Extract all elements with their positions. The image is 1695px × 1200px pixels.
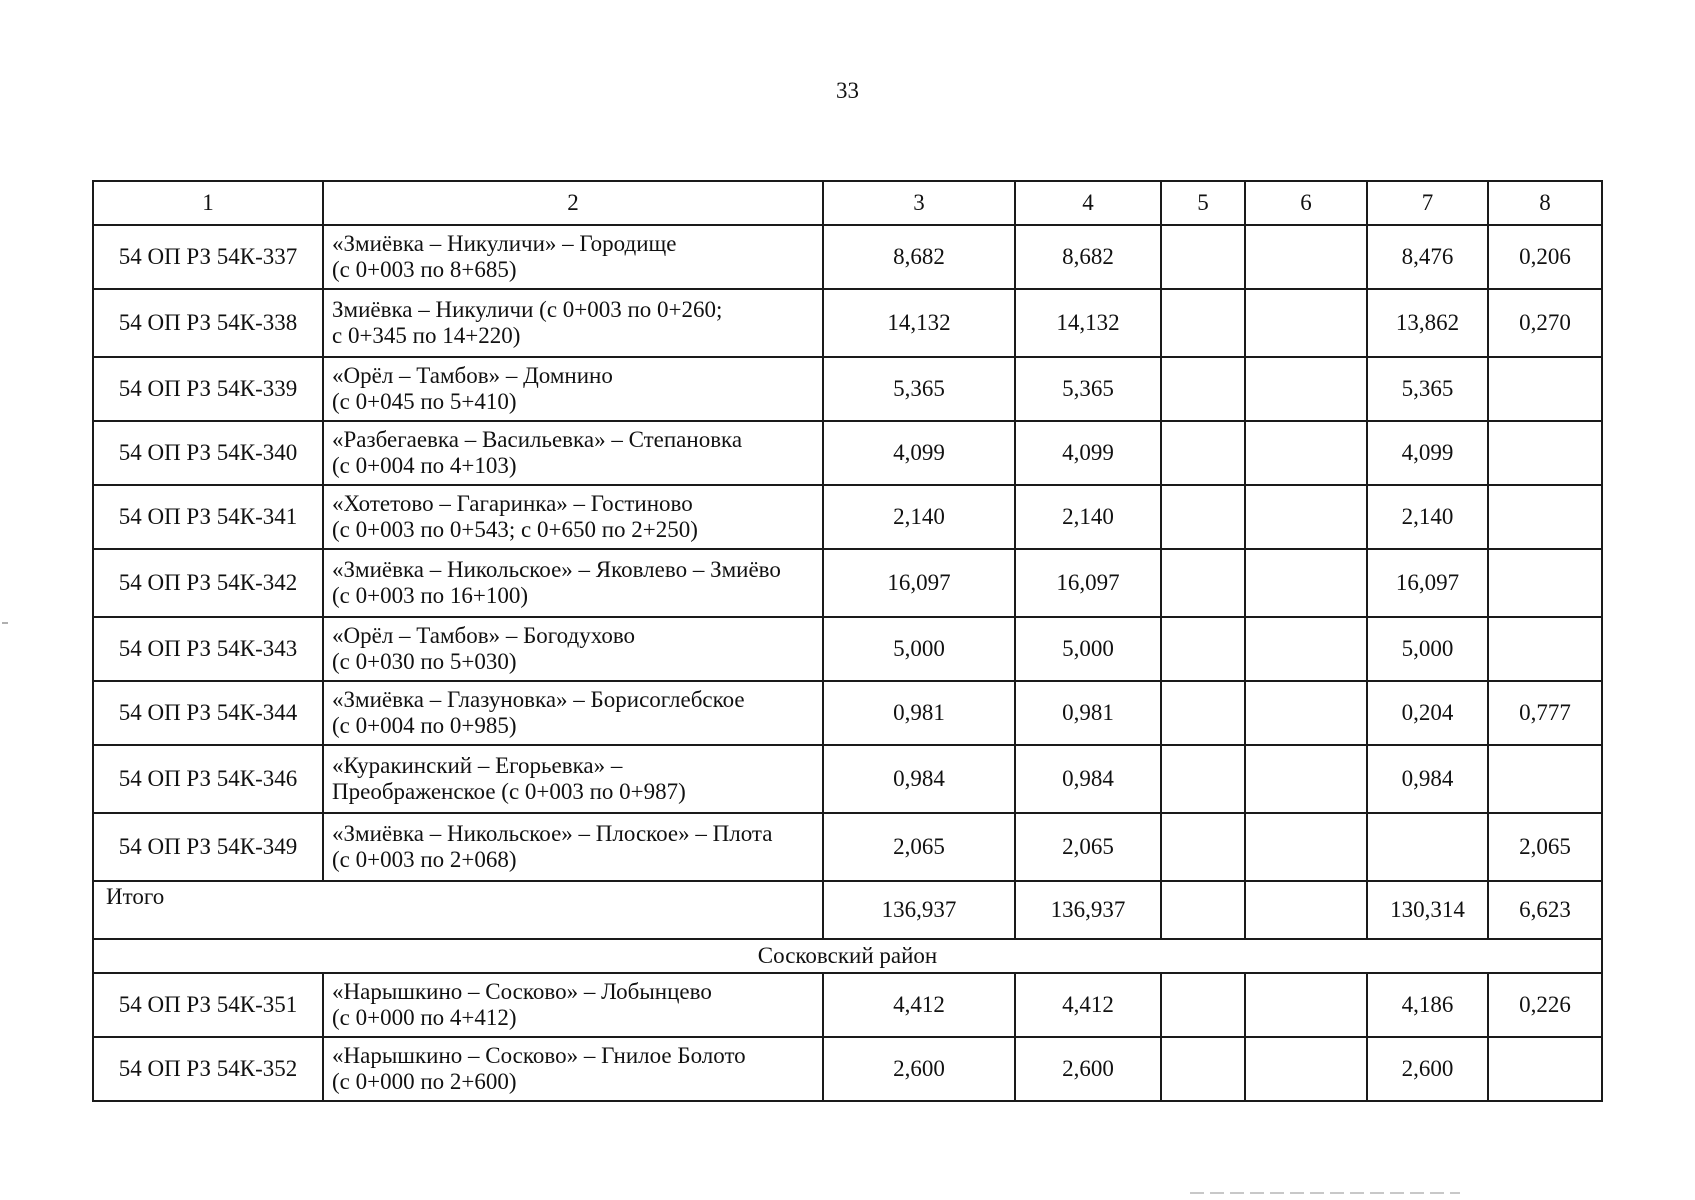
value-cell (1245, 813, 1367, 881)
road-name-cell (323, 357, 823, 421)
table-row (93, 813, 1602, 881)
value-cell: 16,097 (823, 549, 1015, 617)
value-cell (1245, 681, 1367, 745)
value-cell: 0,984 (823, 745, 1015, 813)
road-name-line: «Разбегаевка – Васильевка» – Степановка (332, 427, 743, 452)
road-name-cell (323, 549, 823, 617)
value-cell: 0,777 (1488, 681, 1602, 745)
table-row (93, 357, 1602, 421)
value-cell: 0,981 (823, 681, 1015, 745)
road-name-line: «Нарышкино – Сосково» – Гнилое Болото (332, 1043, 746, 1068)
value-cell: 2,065 (823, 813, 1015, 881)
road-name-cell (323, 485, 823, 549)
road-name-line: «Нарышкино – Сосково» – Лобынцево (332, 979, 712, 1004)
value-cell: 5,000 (823, 617, 1015, 681)
road-name-cell (323, 617, 823, 681)
value-cell: 4,099 (1367, 421, 1488, 485)
value-cell: 4,186 (1367, 973, 1488, 1037)
road-name-line: «Орёл – Тамбов» – Домнино (332, 363, 613, 388)
column-header: 3 (823, 181, 1015, 225)
value-cell (1488, 745, 1602, 813)
road-name-cell (323, 681, 823, 745)
total-value-cell: 130,314 (1367, 881, 1488, 939)
value-cell: 14,132 (823, 289, 1015, 357)
road-name-cell (323, 973, 823, 1037)
value-cell (1161, 225, 1245, 289)
road-name-line: «Хотетово – Гагаринка» – Гостиново (332, 491, 693, 516)
value-cell (1245, 617, 1367, 681)
table-row (93, 289, 1602, 357)
value-cell (1245, 421, 1367, 485)
value-cell: 0,204 (1367, 681, 1488, 745)
road-code-cell: 54 ОП РЗ 54К-337 (93, 225, 323, 289)
road-code-cell: 54 ОП РЗ 54К-340 (93, 421, 323, 485)
table-row (93, 1037, 1602, 1101)
value-cell: 0,206 (1488, 225, 1602, 289)
road-name-line: «Змиёвка – Никольское» – Плоское» – Плота (332, 821, 773, 846)
column-header: 4 (1015, 181, 1161, 225)
road-name-line: «Куракинский – Егорьевка» – (332, 753, 623, 778)
value-cell (1245, 1037, 1367, 1101)
value-cell (1488, 485, 1602, 549)
value-cell: 16,097 (1015, 549, 1161, 617)
road-name-line: (с 0+004 по 4+103) (332, 453, 517, 478)
road-name-line: «Змиёвка – Никольское» – Яковлево – Змиёво (332, 557, 781, 582)
value-cell: 5,365 (1367, 357, 1488, 421)
value-cell (1161, 617, 1245, 681)
total-row (93, 881, 1602, 939)
value-cell: 2,065 (1488, 813, 1602, 881)
road-name-line: (с 0+000 по 2+600) (332, 1069, 517, 1094)
road-name-line: (с 0+003 по 2+068) (332, 847, 517, 872)
page-number: 33 (836, 78, 859, 103)
value-cell: 8,682 (823, 225, 1015, 289)
road-name-line: (с 0+003 по 0+543; с 0+650 по 2+250) (332, 517, 698, 542)
column-header: 6 (1245, 181, 1367, 225)
value-cell: 5,365 (823, 357, 1015, 421)
value-cell: 8,682 (1015, 225, 1161, 289)
road-code-cell: 54 ОП РЗ 54К-338 (93, 289, 323, 357)
road-name-cell (323, 421, 823, 485)
road-name-line: «Змиёвка – Глазуновка» – Борисоглебское (332, 687, 745, 712)
road-name-cell (323, 813, 823, 881)
value-cell: 0,270 (1488, 289, 1602, 357)
road-name-cell (323, 225, 823, 289)
column-number-row (93, 181, 1602, 225)
column-header: 7 (1367, 181, 1488, 225)
column-header: 2 (323, 181, 823, 225)
table-row (93, 617, 1602, 681)
road-code-cell: 54 ОП РЗ 54К-343 (93, 617, 323, 681)
road-code-cell: 54 ОП РЗ 54К-346 (93, 745, 323, 813)
value-cell: 4,412 (823, 973, 1015, 1037)
column-header: 1 (93, 181, 323, 225)
value-cell: 5,000 (1015, 617, 1161, 681)
value-cell (1488, 421, 1602, 485)
table-row (93, 745, 1602, 813)
value-cell (1245, 289, 1367, 357)
value-cell (1161, 745, 1245, 813)
value-cell: 13,862 (1367, 289, 1488, 357)
value-cell: 0,984 (1367, 745, 1488, 813)
scan-artifact (1190, 1192, 1460, 1194)
value-cell: 0,981 (1015, 681, 1161, 745)
value-cell: 2,600 (1367, 1037, 1488, 1101)
road-code-cell: 54 ОП РЗ 54К-341 (93, 485, 323, 549)
value-cell (1161, 289, 1245, 357)
road-name-line: «Змиёвка – Никуличи» – Городище (332, 231, 677, 256)
road-name-line: (с 0+003 по 16+100) (332, 583, 529, 608)
value-cell: 2,600 (823, 1037, 1015, 1101)
road-name-line: (с 0+030 по 5+030) (332, 649, 517, 674)
value-cell (1488, 549, 1602, 617)
road-code-cell: 54 ОП РЗ 54К-344 (93, 681, 323, 745)
table-row (93, 549, 1602, 617)
total-value-cell: 136,937 (1015, 881, 1161, 939)
value-cell (1161, 549, 1245, 617)
total-value-cell (1245, 881, 1367, 939)
road-code-cell: 54 ОП РЗ 54К-349 (93, 813, 323, 881)
value-cell: 2,600 (1015, 1037, 1161, 1101)
road-name-line: (с 0+045 по 5+410) (332, 389, 517, 414)
road-name-line: «Орёл – Тамбов» – Богодухово (332, 623, 636, 648)
value-cell (1245, 357, 1367, 421)
road-name-cell (323, 745, 823, 813)
value-cell (1245, 745, 1367, 813)
value-cell: 8,476 (1367, 225, 1488, 289)
value-cell: 4,412 (1015, 973, 1161, 1037)
table-row (93, 485, 1602, 549)
value-cell (1161, 681, 1245, 745)
road-name-line: (с 0+004 по 0+985) (332, 713, 517, 738)
column-header: 8 (1488, 181, 1602, 225)
value-cell (1488, 617, 1602, 681)
value-cell (1367, 813, 1488, 881)
value-cell: 4,099 (823, 421, 1015, 485)
value-cell: 2,065 (1015, 813, 1161, 881)
total-value-cell: 136,937 (823, 881, 1015, 939)
road-name-line: Преображенское (с 0+003 по 0+987) (332, 779, 686, 804)
total-value-cell (1161, 881, 1245, 939)
value-cell: 4,099 (1015, 421, 1161, 485)
table-row (93, 421, 1602, 485)
scan-artifact (2, 622, 8, 624)
value-cell: 14,132 (1015, 289, 1161, 357)
value-cell (1161, 1037, 1245, 1101)
value-cell: 0,984 (1015, 745, 1161, 813)
total-label: Итого (93, 881, 823, 939)
value-cell (1488, 1037, 1602, 1101)
road-name-line: (с 0+000 по 4+412) (332, 1005, 517, 1030)
value-cell: 2,140 (823, 485, 1015, 549)
value-cell (1161, 357, 1245, 421)
road-name-cell (323, 289, 823, 357)
value-cell (1245, 973, 1367, 1037)
value-cell: 2,140 (1367, 485, 1488, 549)
road-code-cell: 54 ОП РЗ 54К-342 (93, 549, 323, 617)
value-cell: 16,097 (1367, 549, 1488, 617)
value-cell (1161, 485, 1245, 549)
value-cell: 5,000 (1367, 617, 1488, 681)
table-row (93, 973, 1602, 1037)
road-name-cell (323, 1037, 823, 1101)
value-cell (1245, 485, 1367, 549)
total-value-cell: 6,623 (1488, 881, 1602, 939)
value-cell (1161, 973, 1245, 1037)
district-heading-row (93, 939, 1602, 973)
value-cell: 2,140 (1015, 485, 1161, 549)
value-cell (1488, 357, 1602, 421)
road-code-cell: 54 ОП РЗ 54К-339 (93, 357, 323, 421)
value-cell (1245, 549, 1367, 617)
road-code-cell: 54 ОП РЗ 54К-351 (93, 973, 323, 1037)
value-cell (1161, 813, 1245, 881)
district-heading: Сосковский район (93, 939, 1602, 973)
road-name-line: Змиёвка – Никуличи (с 0+003 по 0+260; (332, 297, 723, 322)
value-cell (1161, 421, 1245, 485)
road-name-line: (с 0+003 по 8+685) (332, 257, 517, 282)
value-cell: 0,226 (1488, 973, 1602, 1037)
value-cell (1245, 225, 1367, 289)
table-row (93, 681, 1602, 745)
value-cell: 5,365 (1015, 357, 1161, 421)
table-row (93, 225, 1602, 289)
road-code-cell: 54 ОП РЗ 54К-352 (93, 1037, 323, 1101)
road-name-line: с 0+345 по 14+220) (332, 323, 521, 348)
column-header: 5 (1161, 181, 1245, 225)
table-body (93, 181, 1602, 1101)
roads-table (92, 180, 1603, 1102)
